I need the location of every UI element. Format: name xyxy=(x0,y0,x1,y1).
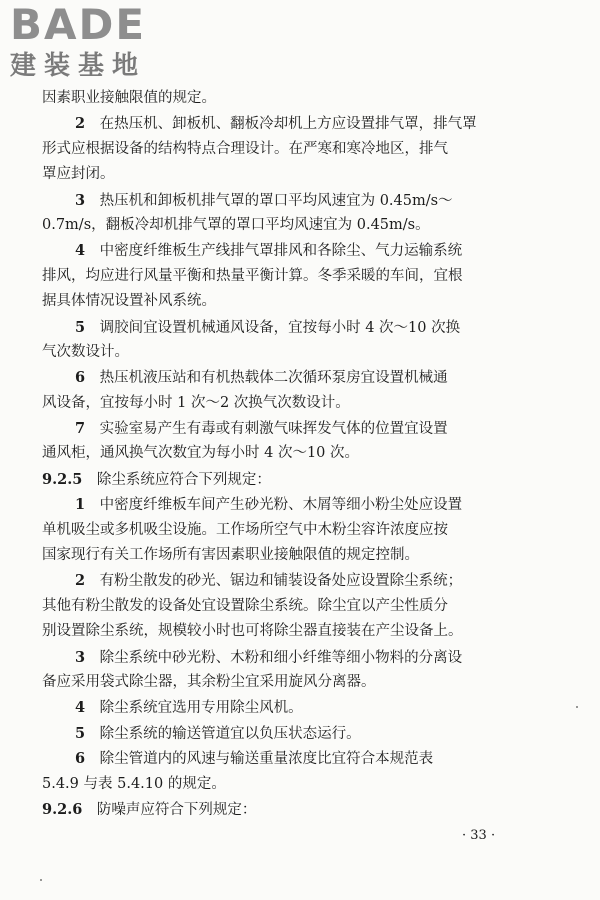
text-line xyxy=(42,518,542,543)
text-line xyxy=(42,772,542,797)
text-line xyxy=(42,340,542,365)
line-text: 除尘系统宜选用专用除尘风机。 xyxy=(99,700,303,717)
item-number: 3 xyxy=(75,191,86,209)
line-text: 排风，均应进行风量平衡和热量平衡计算。冬季采暖的车间，宜根 xyxy=(42,267,463,284)
item-number: 2 xyxy=(75,572,86,590)
item-number: 4 xyxy=(75,242,86,260)
page-number: · 33 · xyxy=(462,828,496,843)
text-line xyxy=(42,213,542,238)
line-text: 除尘系统中砂光粉、木粉和细小纤维等细小物料的分离设 xyxy=(99,649,463,666)
scan-speck xyxy=(40,879,42,881)
text-line xyxy=(42,619,542,644)
text-line xyxy=(42,543,542,568)
section-number: 9.2.5 xyxy=(42,470,83,488)
text-line xyxy=(42,721,542,746)
text-line xyxy=(42,416,542,441)
watermark-brand: BADE xyxy=(10,0,147,49)
text-line xyxy=(42,238,542,263)
text-line xyxy=(42,467,542,492)
text-line xyxy=(42,594,542,619)
item-number: 5 xyxy=(75,724,86,742)
section-number: 9.2.6 xyxy=(42,800,83,818)
line-text: 5.4.9 与表 5.4.10 的规定。 xyxy=(42,775,226,792)
text-line xyxy=(42,391,542,416)
text-line xyxy=(42,645,542,670)
text-line xyxy=(42,670,542,695)
line-text: 据具体情况设置补风系统。 xyxy=(42,293,216,310)
line-text: 气次数设计。 xyxy=(42,343,129,360)
line-text: 中密度纤维板生产线排气罩排风和各除尘、气力运输系统 xyxy=(99,243,463,260)
line-text: 实验室易产生有毒或有刺激气味挥发气体的位置宜设置 xyxy=(99,421,448,438)
line-text: 热压机和卸板机排气罩的罩口平均风速宜为 0.45m/s～ xyxy=(99,192,453,209)
line-text: 防噪声应符合下列规定： xyxy=(96,801,257,818)
line-text: 在热压机、卸板机、翻板冷却机上方应设置排气罩，排气罩 xyxy=(99,116,477,133)
text-line xyxy=(42,492,542,517)
text-line xyxy=(42,86,542,111)
line-text: 别设置除尘系统，规模较小时也可将除尘器直接装在产尘设备上。 xyxy=(42,623,463,640)
line-text: 因素职业接触限值的规定。 xyxy=(42,90,216,106)
item-number: 6 xyxy=(75,750,86,768)
watermark-subtitle: 建装基地 xyxy=(10,51,147,81)
text-line xyxy=(42,137,542,162)
text-line xyxy=(42,289,542,314)
line-text: 形式应根据设备的结构特点合理设计。在严寒和寒冷地区，排气 xyxy=(42,140,448,157)
text-line xyxy=(42,111,542,136)
item-number: 7 xyxy=(75,420,86,438)
line-text: 热压机液压站和有机热载体二次循环泵房宜设置机械通 xyxy=(99,370,448,387)
line-text: 除尘系统的输送管道宜以负压状态运行。 xyxy=(99,725,361,742)
item-number: 4 xyxy=(75,699,86,717)
text-line xyxy=(42,264,542,289)
line-text: 除尘管道内的风速与输送重量浓度比宜符合本规范表 xyxy=(99,751,434,768)
line-text: 备应采用袋式除尘器，其余粉尘宜采用旋风分离器。 xyxy=(42,673,376,690)
text-line xyxy=(42,365,542,390)
item-number: 3 xyxy=(75,648,86,666)
text-line xyxy=(42,315,542,340)
line-text: 除尘系统应符合下列规定： xyxy=(96,471,271,488)
text-line xyxy=(42,441,542,466)
line-text: 中密度纤维板车间产生砂光粉、木屑等细小粉尘处应设置 xyxy=(99,497,463,514)
line-text: 国家现行有关工作场所有害因素职业接触限值的规定控制。 xyxy=(42,547,419,564)
line-text: 通风柜，通风换气次数宜为每小时 4 次～10 次。 xyxy=(42,445,360,462)
line-text: 单机吸尘或多机吸尘设施。工作场所空气中木粉尘容许浓度应按 xyxy=(42,521,448,538)
line-text: 有粉尘散发的砂光、锯边和铺装设备处应设置除尘系统； xyxy=(99,573,463,590)
line-text: 风设备，宜按每小时 1 次～2 次换气次数设计。 xyxy=(42,394,350,411)
watermark-logo xyxy=(8,2,178,86)
text-line xyxy=(42,746,542,771)
text-line xyxy=(42,797,542,822)
item-number: 5 xyxy=(75,318,86,336)
text-line xyxy=(42,568,542,593)
item-number: 6 xyxy=(75,369,86,387)
item-number: 1 xyxy=(75,496,86,514)
line-text: 其他有粉尘散发的设备处宜设置除尘系统。除尘宜以产尘性质分 xyxy=(42,597,448,614)
text-line xyxy=(42,695,542,720)
scan-speck xyxy=(576,706,578,708)
line-text: 调胶间宜设置机械通风设备，宜按每小时 4 次～10 次换 xyxy=(99,319,461,336)
document-body xyxy=(42,86,542,822)
text-line xyxy=(42,188,542,213)
line-text: 罩应封闭。 xyxy=(42,166,115,183)
item-number: 2 xyxy=(75,115,86,133)
line-text: 0.7m/s，翻板冷却机排气罩的罩口平均风速宜为 0.45m/s。 xyxy=(42,216,430,233)
text-line xyxy=(42,162,542,187)
